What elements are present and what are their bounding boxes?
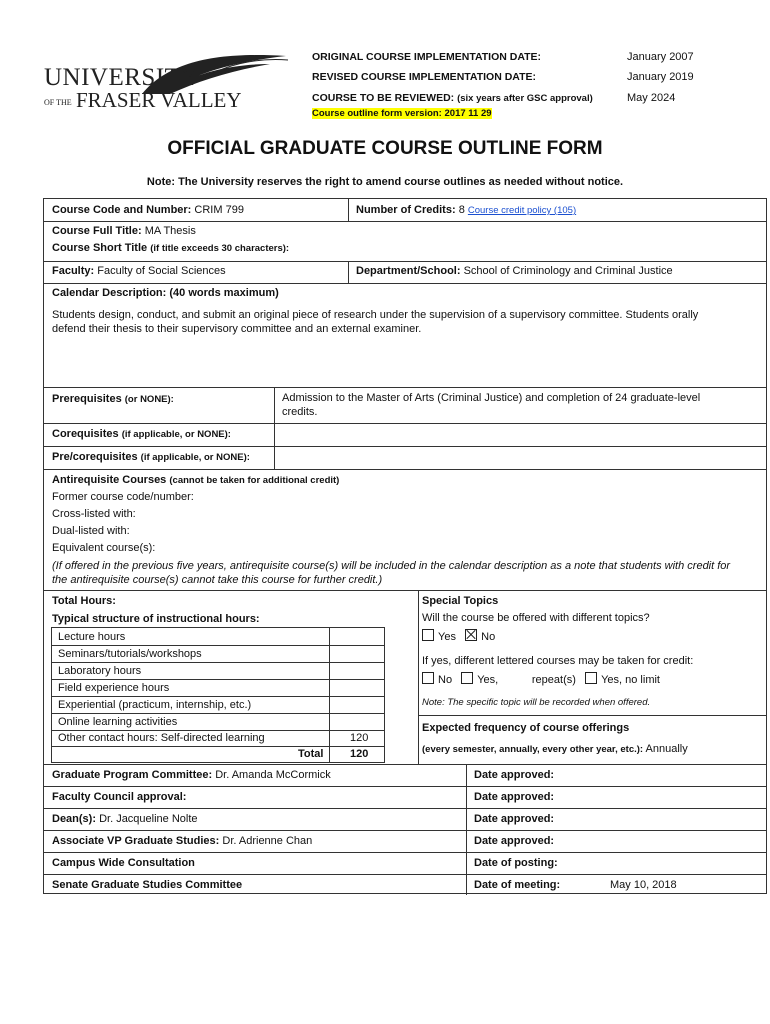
approval-dean-value: Dr. Jacqueline Nolte <box>99 813 198 825</box>
short-title-label: Course Short Title <box>52 242 148 254</box>
short-title-note: (if title exceeds 30 characters): <box>150 243 290 254</box>
approval-dean-date-label: Date approved: <box>474 813 555 825</box>
approval-grad-committee <box>52 769 331 781</box>
precorequisites-label-note: (if applicable, or NONE): <box>140 452 250 463</box>
short-title <box>52 242 289 254</box>
instructional-hours-table <box>51 627 385 763</box>
repeat-label: repeat(s) <box>531 674 576 686</box>
corequisites-label <box>52 428 231 440</box>
logo-fraser-valley-text: FRASER VALLEY <box>76 88 242 112</box>
total-row-label: Total <box>298 748 324 760</box>
frequency-note: (every semester, annually, every other year, etc.): <box>422 744 644 755</box>
lettered-no-checkbox[interactable] <box>422 672 434 684</box>
corequisites-label-text: Corequisites <box>52 428 119 440</box>
antirequisite-note: (If offered in the previous five years, antirequisite course(s) will be included in the calendar description as a note that students with credit for the antirequisite course(s) cannot take this course for further credit.) <box>52 560 731 586</box>
full-title-value: MA Thesis <box>144 225 196 237</box>
field-experience-hours-label: Field experience hours <box>58 682 170 694</box>
dual-listed-with: Dual-listed with: <box>52 525 130 537</box>
prerequisites-label-text: Prerequisites <box>52 393 122 405</box>
full-title-label: Course Full Title: <box>52 225 142 237</box>
lecture-hours-label: Lecture hours <box>58 631 126 643</box>
seminars-hours-label: Seminars/tutorials/workshops <box>58 648 202 660</box>
special-topic-note: Note: The specific topic will be recorded when offered. <box>422 697 651 708</box>
review-date-value: May 2024 <box>627 92 676 104</box>
antirequisite-label-note: (cannot be taken for additional credit) <box>169 475 340 486</box>
instructional-structure-label: Typical structure of instructional hours: <box>52 613 260 625</box>
prerequisites-label <box>52 393 174 405</box>
revised-date-value: January 2019 <box>627 71 694 83</box>
total-row-value: 120 <box>350 748 369 760</box>
course-code-value: CRIM 799 <box>194 204 244 216</box>
form-version-value: 2017 11 29 <box>444 108 492 119</box>
logo-of-the-text: OF THE <box>44 98 72 107</box>
approval-faculty-council-date-label: Date approved: <box>474 791 555 803</box>
precorequisites-label <box>52 451 250 463</box>
lettered-courses-question: If yes, different lettered courses may be taken for credit: <box>422 655 694 667</box>
prerequisites-value: Admission to the Master of Arts (Criminal Justice) and completion of 24 graduate-level credits. <box>282 392 701 418</box>
approval-senate-date-label: Date of meeting: <box>474 879 561 891</box>
course-credit-policy-link[interactable]: Course credit policy (105) <box>467 205 577 216</box>
department-value: School of Criminology and Criminal Justice <box>463 265 673 277</box>
amend-note: Note: The University reserves the right to amend course outlines as needed without notice. <box>146 176 624 188</box>
no-limit-checkbox[interactable] <box>585 672 597 684</box>
faculty <box>52 265 226 277</box>
former-course-code: Former course code/number: <box>52 491 194 503</box>
original-date-label: ORIGINAL COURSE IMPLEMENTATION DATE: <box>312 51 542 63</box>
yes-label: Yes <box>438 631 456 643</box>
approval-avp-label: Associate VP Graduate Studies: <box>52 835 220 847</box>
special-topics-heading: Special Topics <box>422 595 499 607</box>
no-limit-label: Yes, no limit <box>601 674 660 686</box>
approval-campus-consultation-label: Campus Wide Consultation <box>52 857 195 869</box>
experiential-hours-label: Experiential (practicum, internship, etc.) <box>58 699 252 711</box>
credits-value: 8 <box>458 204 465 216</box>
full-title <box>52 225 196 237</box>
approval-avp-date-label: Date approved: <box>474 835 555 847</box>
no-checkbox-checked[interactable] <box>465 629 477 641</box>
precorequisites-label-text: Pre/corequisites <box>52 451 138 463</box>
lettered-courses-options <box>422 672 660 686</box>
approval-avp <box>52 835 312 847</box>
revised-date-label: REVISED COURSE IMPLEMENTATION DATE: <box>312 71 537 83</box>
university-logo <box>40 50 250 120</box>
calendar-description-label: Calendar Description: (40 words maximum) <box>52 287 279 299</box>
approval-dean-label: Dean(s): <box>52 813 97 825</box>
yes-checkbox[interactable] <box>422 629 434 641</box>
original-date-value: January 2007 <box>627 51 694 63</box>
frequency-value: Annually <box>645 743 688 755</box>
approval-faculty-council-label: Faculty Council approval: <box>52 791 187 803</box>
logo-university-text: UNIVERSITY <box>44 64 199 91</box>
approval-senate <box>52 879 242 891</box>
form-version-label: Course outline form version: <box>312 108 442 119</box>
other-contact-hours-label: Other contact hours: Self-directed learning <box>58 732 265 744</box>
form-version <box>312 108 492 119</box>
calendar-description-text: Students design, conduct, and submit an original piece of research under the supervision of a supervisory committee. Students orally defend their thesis to their supervisory committee and an external examiner. <box>52 309 699 335</box>
approval-dean <box>52 813 198 825</box>
lettered-no-label: No <box>438 674 453 686</box>
faculty-label: Faculty: <box>52 265 95 277</box>
page-title: OFFICIAL GRADUATE COURSE OUTLINE FORM <box>167 138 603 159</box>
approval-senate-label: Senate Graduate Studies Committee <box>52 879 243 891</box>
prerequisites-label-note: (or NONE): <box>124 394 174 405</box>
cross-listed-with: Cross-listed with: <box>52 508 136 520</box>
antirequisite-label-text: Antirequisite Courses <box>52 474 167 486</box>
approval-senate-date-value: May 10, 2018 <box>610 879 677 891</box>
faculty-value: Faculty of Social Sciences <box>97 265 226 277</box>
equivalent-courses: Equivalent course(s): <box>52 542 156 554</box>
review-date-label-text: COURSE TO BE REVIEWED: <box>312 92 455 104</box>
frequency <box>422 743 688 755</box>
frequency-heading: Expected frequency of course offerings <box>422 722 630 734</box>
approval-grad-committee-date-label: Date approved: <box>474 769 555 781</box>
approval-campus-consultation-date-label: Date of posting: <box>474 857 558 869</box>
online-learning-hours-label: Online learning activities <box>58 716 178 728</box>
course-code-label: Course Code and Number: <box>52 204 192 216</box>
other-contact-hours-value: 120 <box>350 732 369 744</box>
no-label: No <box>481 631 496 643</box>
total-hours-label: Total Hours: <box>52 595 116 607</box>
special-topics-choice <box>422 629 495 643</box>
antirequisite-label <box>52 474 339 486</box>
lettered-yes-checkbox[interactable] <box>461 672 473 684</box>
approval-campus-consultation <box>52 857 195 869</box>
credits <box>356 204 576 216</box>
course-code <box>52 204 244 216</box>
course-outline-table <box>43 198 767 894</box>
approval-grad-committee-label: Graduate Program Committee: <box>52 769 213 781</box>
special-topics-question: Will the course be offered with different topics? <box>422 612 650 624</box>
department <box>356 265 673 277</box>
laboratory-hours-label: Laboratory hours <box>58 665 142 677</box>
review-date-label-note: (six years after GSC approval) <box>457 93 593 104</box>
credits-label: Number of Credits: <box>356 204 456 216</box>
corequisites-label-note: (if applicable, or NONE): <box>121 429 231 440</box>
review-date-label <box>312 92 593 104</box>
approval-avp-value: Dr. Adrienne Chan <box>222 835 313 847</box>
lettered-yes-label: Yes, <box>477 674 499 686</box>
approval-faculty-council <box>52 791 186 803</box>
approval-grad-committee-value: Dr. Amanda McCormick <box>215 769 331 781</box>
department-label: Department/School: <box>356 265 461 277</box>
